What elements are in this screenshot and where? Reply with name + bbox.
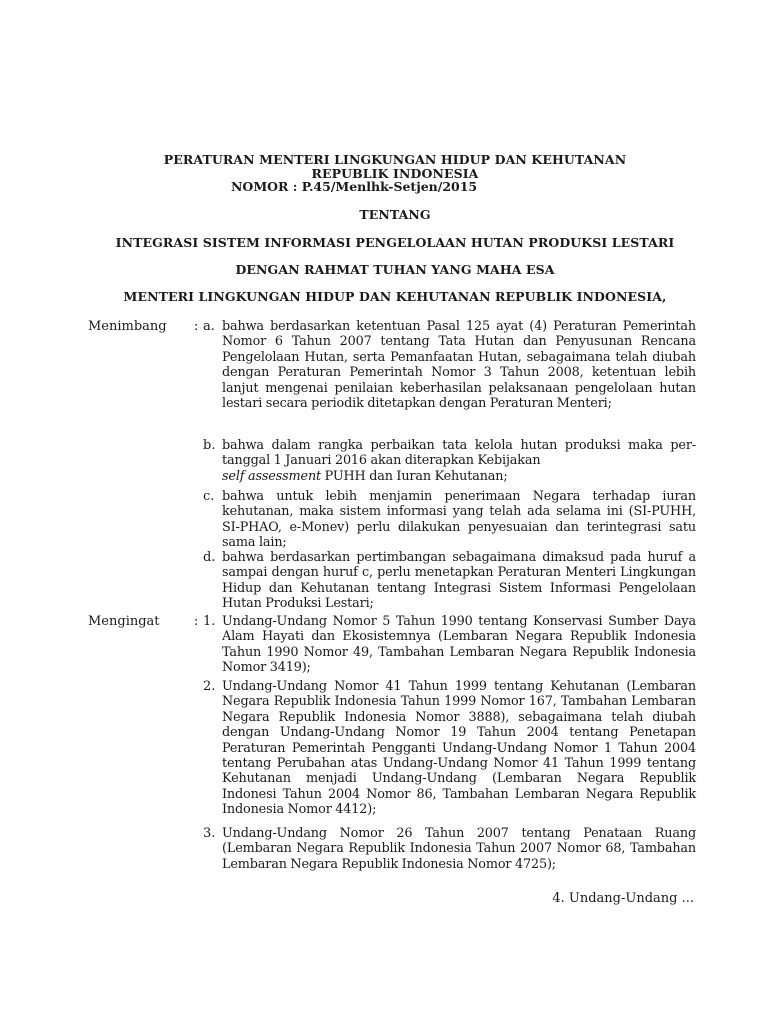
menimbang-label: Menimbang [88,319,167,334]
item-marker: 3. [203,826,216,841]
item-marker: b. [203,438,216,453]
regulation-number: NOMOR : P.45/Menlhk-Setjen/2015 [231,179,478,194]
regulation-title-line1: PERATURAN MENTERI LINGKUNGAN HIDUP DAN KEHUTANAN [163,152,627,167]
about-heading: TENTANG [359,207,431,222]
menimbang-colon: : [194,319,199,334]
grace-heading: DENGAN RAHMAT TUHAN YANG MAHA ESA [235,262,555,277]
item-marker: c. [203,489,215,504]
considering-item-a: bahwa berdasarkan ketentuan Pasal 125 ayat (4) Peraturan Pemerintah Nomor 6 Tahun 2007 tentang Tata Hutan dan Penyusunan Rencana Pengelolaan Hutan, serta Pemanfaatan Hutan, sebagaimana telah diubah dengan Peraturan Pemerintah Nomor 3 Tahun 2008, ketentuan lebih lanjut mengenai penilaian keberhasilan pelaksanaan pengelolaan hutan lestari secara periodik ditetapkan dengan Peraturan Menteri; [222,319,696,412]
considering-item-b [222,438,696,484]
item-marker: 1. [203,614,216,629]
mengingat-colon: : [194,614,199,629]
item-marker: 2. [203,679,216,694]
continuation-note: 4. Undang-Undang ... [552,891,694,906]
regulation-title-line2: REPUBLIK INDONESIA [311,166,479,181]
considering-item-c: bahwa untuk lebih menjamin penerimaan Negara terhadap iuran kehutanan, maka sistem informasi yang telah ada selama ini (SI-PUHH, SI-PHAO, e-Monev) perlu dilakukan penyesuaian dan terintegrasi satu sama lain; [222,489,696,551]
regulation-subject: INTEGRASI SISTEM INFORMASI PENGELOLAAN HUTAN PRODUKSI LESTARI [115,235,675,250]
mengingat-label: Mengingat [88,614,160,629]
considering-item-d: bahwa berdasarkan pertimbangan sebagaimana dimaksud pada huruf a sampai dengan huruf c, perlu menetapkan Peraturan Menteri Lingkungan Hidup dan Kehutanan tentang Integrasi Sistem Informasi Pengelolaan Hutan Produksi Lestari; [222,550,696,612]
item-marker: a. [203,319,215,334]
item-text: PUHH dan Iuran Kehutanan; [321,468,508,484]
item-marker: d. [203,550,216,565]
recalling-item-3: Undang-Undang Nomor 26 Tahun 2007 tentang Penataan Ruang (Lembaran Negara Republik Indonesia Tahun 2007 Nomor 68, Tambahan Lembaran Negara Republik Indonesia Nomor 4725); [222,826,696,872]
recalling-item-2: Undang-Undang Nomor 41 Tahun 1999 tentang Kehutanan (Lembaran Negara Republik Indonesia Tahun 1999 Nomor 167, Tambahan Lembaran Negara Republik Indonesia Nomor 3888), sebagaimana telah diubah dengan Undang-Undang Nomor 19 Tahun 2004 tentang Penetapan Peraturan Pemerintah Pengganti Undang-Undang Nomor 1 Tahun 2004 tentang Perubahan atas Undang-Undang Nomor 41 Tahun 1999 tentang Kehutanan menjadi Undang-Undang (Lembaran Negara Republik Indonesi Tahun 2004 Nomor 86, Tambahan Lembaran Negara Republik Indonesia Nomor 4412); [222,679,696,818]
item-text: bahwa dalam rangka perbaikan tata kelola hutan produksi maka per-tanggal 1 Januari 2016 akan diterapkan Kebijakan [222,438,696,469]
italic-term: self assessment [222,468,322,484]
minister-heading: MENTERI LINGKUNGAN HIDUP DAN KEHUTANAN REPUBLIK INDONESIA, [123,289,667,304]
recalling-item-1: Undang-Undang Nomor 5 Tahun 1990 tentang Konservasi Sumber Daya Alam Hayati dan Ekosistemnya (Lembaran Negara Republik Indonesia Tahun 1990 Nomor 49, Tambahan Lembaran Negara Republik Indonesia Nomor 3419); [222,614,696,676]
